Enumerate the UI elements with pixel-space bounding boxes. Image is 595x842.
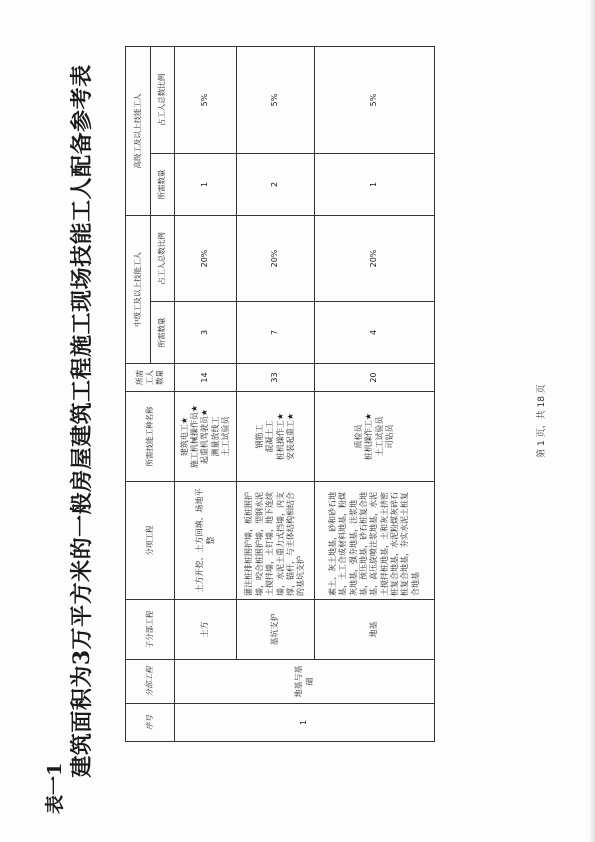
col-header-mid-count: 所需数量 — [150, 302, 175, 364]
table-row — [237, 47, 315, 742]
col-header-seq: 序号 — [126, 704, 175, 742]
cell-mid-ratio: 20% — [237, 216, 315, 302]
cell-workers: 14 — [175, 364, 237, 392]
cell-mid-count: 7 — [237, 302, 315, 364]
col-header-high-ratio: 占工人总数比例 — [150, 47, 175, 154]
cell-seq: 1 — [175, 704, 435, 742]
cell-trades: 建筑电工★ 施工机械操作员★ 起重机驾驶员★ 测量放线工 土工试验员 — [175, 392, 237, 482]
cell-workers: 20 — [315, 364, 435, 392]
table-row — [175, 47, 237, 742]
cell-subdivision: 基坑支护 — [237, 600, 315, 660]
page-number: 第 1 页，共 18 页 — [537, 384, 547, 458]
header-row-1 — [126, 47, 151, 742]
col-header-item: 分项工程 — [126, 482, 175, 600]
cell-high-count: 1 — [175, 154, 237, 216]
staffing-table — [125, 46, 435, 742]
cell-high-count: 1 — [315, 154, 435, 216]
cell-subdivision: 地基 — [315, 600, 435, 660]
col-header-workers: 所需工人数量 — [126, 364, 175, 392]
cell-subdivision: 土方 — [175, 600, 237, 660]
cell-trades: 钢筋工 混凝土工 桩机操作工★ 安装起重工★ — [237, 392, 315, 482]
cell-mid-count: 3 — [175, 302, 237, 364]
cell-high-ratio: 5% — [237, 47, 315, 154]
cell-trades: 质检员 桩机操作工★ 土工试验员 司钻员 — [315, 392, 435, 482]
cell-item: 土方开挖、土方回填、场地平整 — [175, 482, 237, 600]
col-header-high-group: 高级工及以上技能工人 — [126, 47, 151, 216]
cell-mid-ratio: 20% — [175, 216, 237, 302]
cell-item: 灌注桩排桩围护墙，板桩围护墙，咬合桩围护墙，型钢水泥土搅拌墙，土钉墙，地下连续墙，水泥土重力式挡墙，内支撑，锚杆，与主体结构相结合的基坑支护 — [237, 482, 315, 600]
col-header-mid-group: 中级工及以上技能工人 — [126, 216, 151, 364]
col-header-division: 分部工程 — [126, 660, 175, 704]
cell-workers: 33 — [237, 364, 315, 392]
col-header-mid-ratio: 占工人总数比例 — [150, 216, 175, 302]
page-title: 建筑面积为3万平方米的一般房屋建筑工程施工现场技能工人配备参考表 — [69, 64, 95, 778]
table-row — [315, 47, 435, 742]
cell-high-ratio: 5% — [175, 47, 237, 154]
cell-mid-count: 4 — [315, 302, 435, 364]
cell-high-count: 2 — [237, 154, 315, 216]
col-header-high-count: 所需数量 — [150, 154, 175, 216]
cell-high-ratio: 5% — [315, 47, 435, 154]
col-header-trades: 所需技能工种名称 — [126, 392, 175, 482]
cell-mid-ratio: 20% — [315, 216, 435, 302]
col-header-subdivision: 子分部工程 — [126, 600, 175, 660]
table-label: 表一1 — [44, 762, 66, 814]
cell-item: 素土、灰土地基，砂和砂石地基，土工合成材料地基，粉煤灰地基，强夯地基，注浆地基，预压地基，砂石桩复合地基，高压旋喷注浆地基，水泥土搅拌桩地基，土和灰土挤密桩复合地基，水泥粉煤灰碎石桩复合地基，夯实水泥土桩复合地基 — [315, 482, 435, 600]
cell-division: 地基与基础 — [175, 660, 435, 704]
